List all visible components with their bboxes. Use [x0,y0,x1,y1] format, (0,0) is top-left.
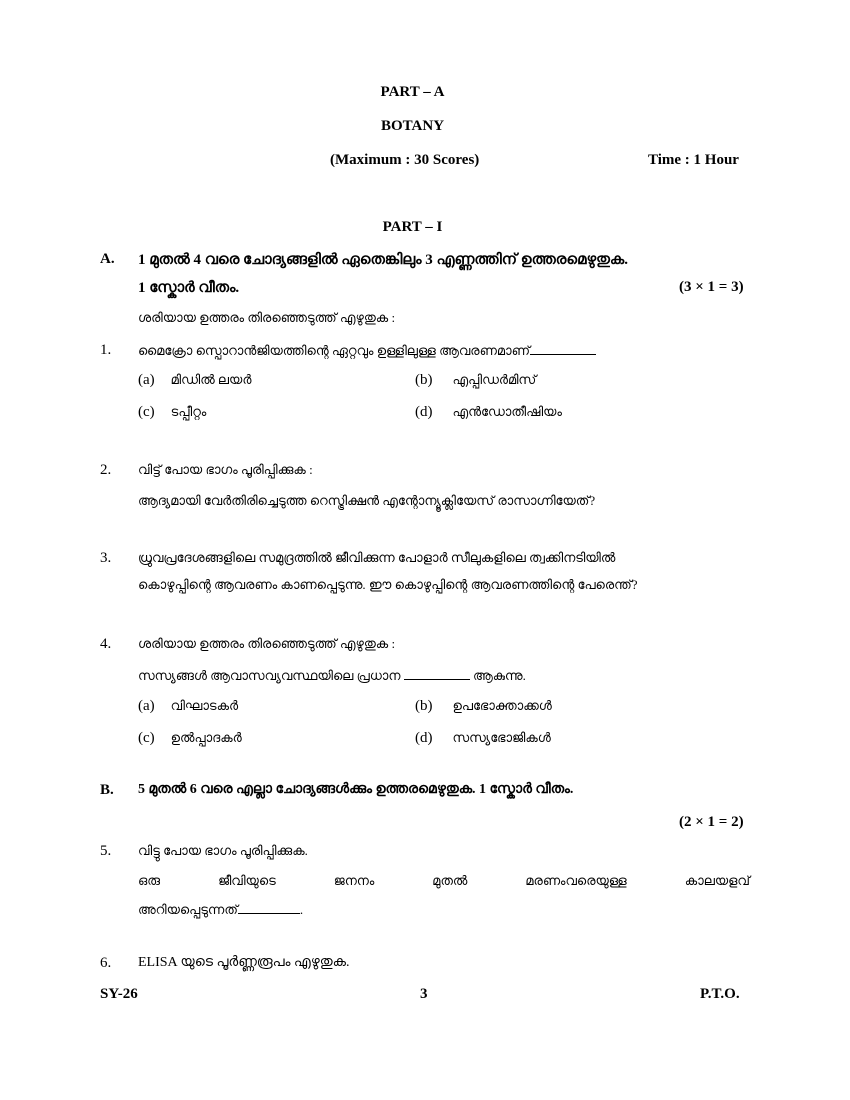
q4-blank [404,667,470,680]
q4-text: ശരിയായ ഉത്തരം തിരഞ്ഞെടുത്ത് എഴുതുക : [138,636,396,651]
part-a-heading: PART – A [380,84,445,100]
q5-word: ഒരു [138,873,161,888]
q3-number: 3. [100,550,112,566]
footer-page-number: 3 [420,986,428,1002]
q5-text: വിട്ടു പോയ ഭാഗം പൂരിപ്പിക്കുക. [138,843,308,858]
part-i-heading: PART – I [382,219,443,235]
q1-option-a: (a) മിഡിൽ ലയർ [138,372,252,388]
q6-number: 6. [100,955,112,971]
q4-option-b: (b) ഉപഭോക്താക്കൾ [415,698,552,714]
q4-option-c: (c) ഉൽപ്പാദകർ [138,730,242,746]
q2-text: വിട്ട് പോയ ഭാഗം പൂരിപ്പിക്കുക : [138,462,313,477]
q4-number: 4. [100,636,112,652]
section-a-score-each: 1 സ്കോർ വീതം. [138,280,240,296]
q2-sub: ആദ്യമായി വേർതിരിച്ചെടുത്ത റെസ്ട്രിക്ഷൻ എന്റോന്യൂക്ലിയേസ് രാസാഗ്നിയേത്? [138,493,596,508]
q2-number: 2. [100,462,112,478]
footer-pto: P.T.O. [700,986,740,1002]
q6-text: ELISA യുടെ പൂർണ്ണരൂപം എഴുതുക. [138,955,350,970]
q5-blank [238,901,300,914]
q4-option-d: (d) സസ്യഭോജികൾ [415,730,551,746]
q1-text: മൈക്രോ സ്പൊറാൻജിയത്തിന്റെ ഏറ്റവും ഉള്ളിലുള്ള ആവരണമാണ് [138,342,596,359]
q4-sub: സസ്യങ്ങൾ ആവാസവ്യവസ്ഥയിലെ പ്രധാന ആകുന്നു. [138,668,526,683]
q5-word: മരണംവരെയുള്ള [525,873,627,888]
q1-number: 1. [100,342,112,358]
time-limit: Time : 1 Hour [648,152,739,168]
q5-word: കാലയളവ് [684,873,750,888]
subject-heading: BOTANY [380,118,445,134]
q1-option-d: (d) എൻഡോതീഷിയം [415,404,562,420]
choose-instruction: ശരിയായ ഉത്തരം തിരഞ്ഞെടുത്ത് എഴുതുക : [138,310,396,325]
section-a-marks: (3 × 1 = 3) [679,279,744,295]
footer-code: SY-26 [100,986,138,1002]
max-scores: (Maximum : 30 Scores) [330,152,480,168]
q3-line-2: കൊഴുപ്പിന്റെ ആവരണം കാണപ്പെടുന്നു. ഈ കൊഴുപ്പിന്റെ ആവരണത്തിന്റെ പേരെന്ത്? [138,577,638,592]
section-b-instruction: 5 മുതൽ 6 വരെ എല്ലാ ചോദ്യങ്ങൾക്കും ഉത്തരമെഴുതുക. 1 സ്കോർ വീതം. [138,782,574,797]
q1-blank [530,342,596,355]
section-a-instruction: 1 മുതൽ 4 വരെ ചോദ്യങ്ങളിൽ ഏതെങ്കിലും 3 എണ്ണത്തിന് ഉത്തരമെഴുതുക. [138,252,628,268]
section-a-label: A. [100,251,115,267]
q5-word: മുതൽ [432,873,468,888]
q5-line-2: അറിയപ്പെടുന്നത് . [138,902,304,917]
q5-number: 5. [100,843,112,859]
q1-option-b: (b) എപ്പിഡർമിസ് [415,372,537,388]
section-b-label: B. [100,782,114,798]
q4-option-a: (a) വിഘാടകർ [138,698,239,714]
q3-line-1: ധ്രുവപ്രദേശങ്ങളിലെ സമുദ്രത്തിൽ ജീവിക്കുന്ന പോളാർ സീലുകളിലെ ത്വക്കിനടിയിൽ [138,550,616,565]
section-b-marks: (2 × 1 = 2) [679,814,744,830]
q5-word: ജനനം [333,873,375,888]
q5-word: ജീവിയുടെ [218,873,276,888]
q1-option-c: (c) ടപ്പീറ്റം [138,404,207,420]
q5-line-1 [138,873,750,889]
